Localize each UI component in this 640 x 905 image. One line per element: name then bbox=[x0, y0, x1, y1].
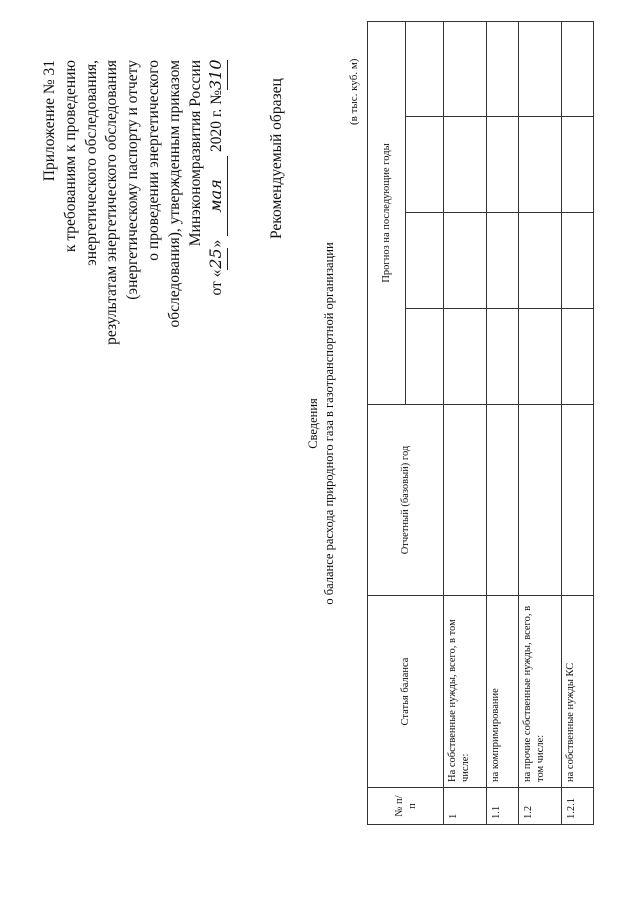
header-line-4: результатам энергетического обследования bbox=[103, 60, 121, 345]
table-row bbox=[444, 22, 487, 825]
value-cell bbox=[562, 117, 594, 213]
table-header-row bbox=[368, 22, 406, 825]
appendix-header bbox=[40, 60, 228, 435]
header-line-8: Минэкономразвития России bbox=[186, 60, 204, 247]
units-note: (в тыс. куб. м) bbox=[348, 58, 360, 125]
row-number: 1 bbox=[444, 788, 487, 825]
header-number: № п/п bbox=[368, 788, 444, 825]
value-cell bbox=[444, 405, 487, 596]
header-item: Статья баланса bbox=[368, 596, 444, 788]
value-cell bbox=[562, 405, 594, 596]
header-base-year: Отчетный (базовый) год bbox=[368, 405, 444, 596]
value-cell bbox=[487, 22, 519, 117]
value-cell bbox=[519, 213, 562, 309]
header-line-5: (энергетическому паспорту и отчету bbox=[124, 60, 142, 300]
table-row bbox=[487, 22, 519, 825]
value-cell bbox=[444, 309, 487, 405]
header-line-1: Приложение № 31 bbox=[41, 60, 58, 182]
document-title: Сведения bbox=[306, 398, 320, 449]
header-line-3: энергетического обследования, bbox=[82, 60, 100, 266]
document-subtitle: о балансе расхода природного газа в газотранспортной организации bbox=[322, 242, 336, 605]
table-row bbox=[519, 22, 562, 825]
order-date-line bbox=[206, 60, 228, 435]
value-cell bbox=[487, 405, 519, 596]
value-cell bbox=[519, 405, 562, 596]
value-cell bbox=[562, 213, 594, 309]
date-prefix: от « bbox=[208, 269, 226, 296]
row-item: На собственные нужды, всего, в том числе: bbox=[444, 596, 487, 788]
value-cell bbox=[562, 22, 594, 117]
order-number: 310 bbox=[206, 60, 228, 90]
header-line-7: обследования), утвержденным приказом bbox=[165, 60, 183, 328]
row-item: на собственные нужды КС bbox=[562, 596, 594, 788]
date-day: 25 bbox=[206, 248, 228, 270]
date-month: мая bbox=[206, 156, 228, 236]
forecast-year-cell bbox=[406, 213, 444, 309]
balance-table bbox=[367, 21, 594, 825]
row-number: 1.2 bbox=[519, 788, 562, 825]
value-cell bbox=[519, 22, 562, 117]
date-year: 2020 г. № bbox=[208, 90, 226, 153]
recommended-sample-label: Рекомендуемый образец bbox=[268, 78, 285, 239]
header-forecast: Прогноз на последующие годы bbox=[368, 22, 406, 405]
header-line-6: о проведении энергетического bbox=[144, 60, 162, 261]
value-cell bbox=[444, 213, 487, 309]
date-mid: » bbox=[208, 239, 226, 248]
value-cell bbox=[487, 309, 519, 405]
forecast-year-cell bbox=[406, 22, 444, 117]
value-cell bbox=[519, 117, 562, 213]
value-cell bbox=[487, 213, 519, 309]
value-cell bbox=[562, 309, 594, 405]
table-row bbox=[562, 22, 594, 825]
value-cell bbox=[444, 117, 487, 213]
forecast-year-cell bbox=[406, 117, 444, 213]
value-cell bbox=[487, 117, 519, 213]
header-line-2: к требованиям к проведению bbox=[61, 60, 79, 253]
value-cell bbox=[519, 309, 562, 405]
row-item: на компримирование bbox=[487, 596, 519, 788]
row-number: 1.2.1 bbox=[562, 788, 594, 825]
forecast-year-cell bbox=[406, 309, 444, 405]
row-number: 1.1 bbox=[487, 788, 519, 825]
row-item: на прочие собственные нужды, всего, в том числе: bbox=[519, 596, 562, 788]
value-cell bbox=[444, 22, 487, 117]
